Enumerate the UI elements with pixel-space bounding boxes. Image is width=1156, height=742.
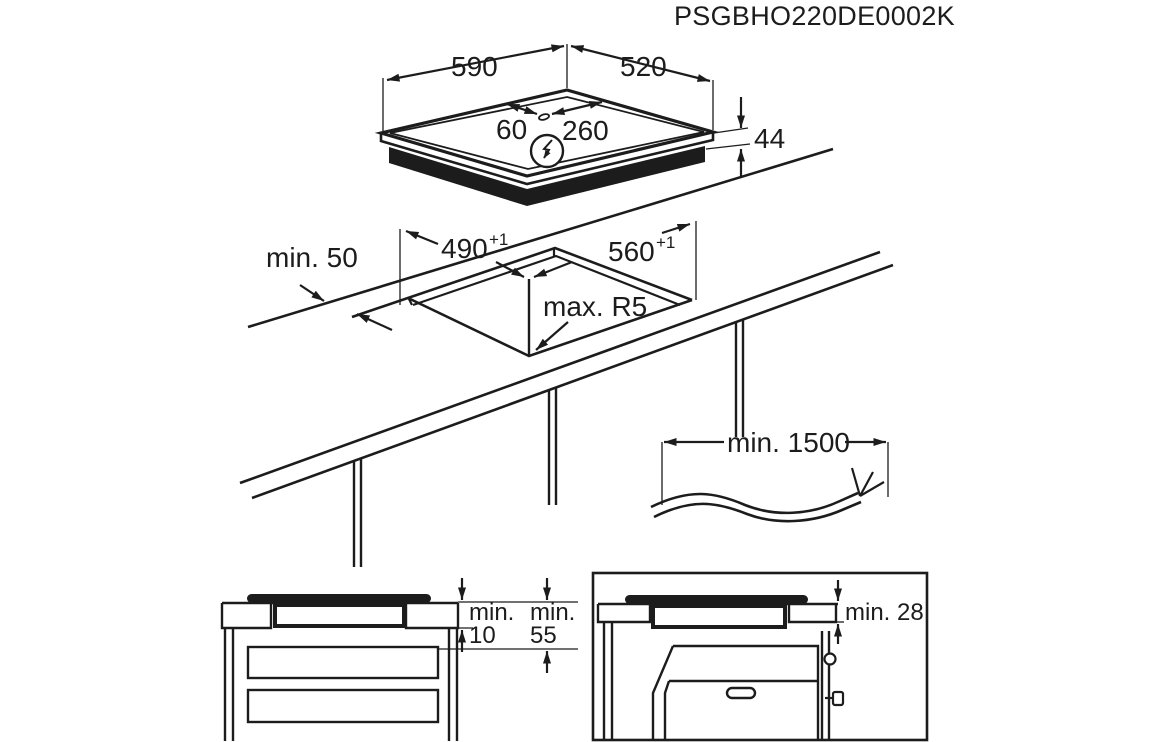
- rear-clearance-label: min. 50: [266, 242, 358, 273]
- cutout-depth-tolerance: +1: [489, 230, 509, 249]
- ref-line-hob-bottom: [706, 144, 750, 149]
- oven-clearance-view: [593, 573, 927, 740]
- drawer-1: [248, 647, 438, 678]
- hob-depth-label: 520: [620, 51, 667, 82]
- cable-length-label: min. 1500: [727, 427, 850, 458]
- hob-clearance-value: 10: [469, 622, 496, 649]
- arrow-rear-clearance-b: [357, 314, 392, 330]
- oven-knob: [833, 692, 843, 705]
- hob-tub-section-2: [653, 606, 785, 627]
- cable-icon: [651, 468, 884, 521]
- drawer-clearance-value: 55: [530, 622, 557, 649]
- hob-clearance-prefix: min.: [469, 599, 515, 626]
- hob-width-label: 590: [451, 51, 498, 82]
- hob-height-label: 44: [754, 123, 786, 154]
- corner-radius-label: max. R5: [543, 291, 648, 322]
- worktop-legs: [354, 320, 743, 567]
- drawer-clearance-prefix: min.: [530, 599, 576, 626]
- page-title: PSGBHO220DE0002K: [674, 1, 955, 31]
- worktop-cutout-view: [240, 149, 893, 567]
- arrow-corner-radius: [536, 322, 568, 350]
- oven-icon: [653, 646, 843, 740]
- cutout-depth-label: 490: [441, 233, 488, 264]
- dim-line-490-a: [406, 231, 438, 244]
- dim-line-560-a: [534, 262, 572, 277]
- cutout-width-label: 560: [608, 236, 655, 267]
- power-offset-right-label: 260: [562, 115, 609, 146]
- hob-glass-section-2: [625, 595, 808, 604]
- hob-tub-section: [275, 605, 404, 626]
- dim-line-560-b: [662, 224, 690, 233]
- cabinet-right-wall: [822, 631, 829, 740]
- cabinet-left-wall: [604, 622, 612, 740]
- oven-clearance-label: min. 28: [845, 599, 924, 626]
- hob-glass-section: [247, 594, 431, 603]
- oven-handle: [727, 688, 755, 698]
- cutout-width-tolerance: +1: [656, 233, 676, 252]
- cabinet-sides: [225, 628, 457, 741]
- drawer-clearance-view: [222, 578, 578, 741]
- power-cable-drawing: [651, 427, 888, 521]
- lightning-bolt-circle-icon: [531, 135, 563, 167]
- power-offset-left-label: 60: [496, 114, 528, 145]
- cable-wire-strands: [852, 468, 884, 496]
- arrow-rear-clearance-a: [300, 285, 324, 301]
- ref-line-hob-top: [714, 128, 748, 133]
- drawer-2: [248, 690, 438, 722]
- oven-hinge: [825, 654, 836, 665]
